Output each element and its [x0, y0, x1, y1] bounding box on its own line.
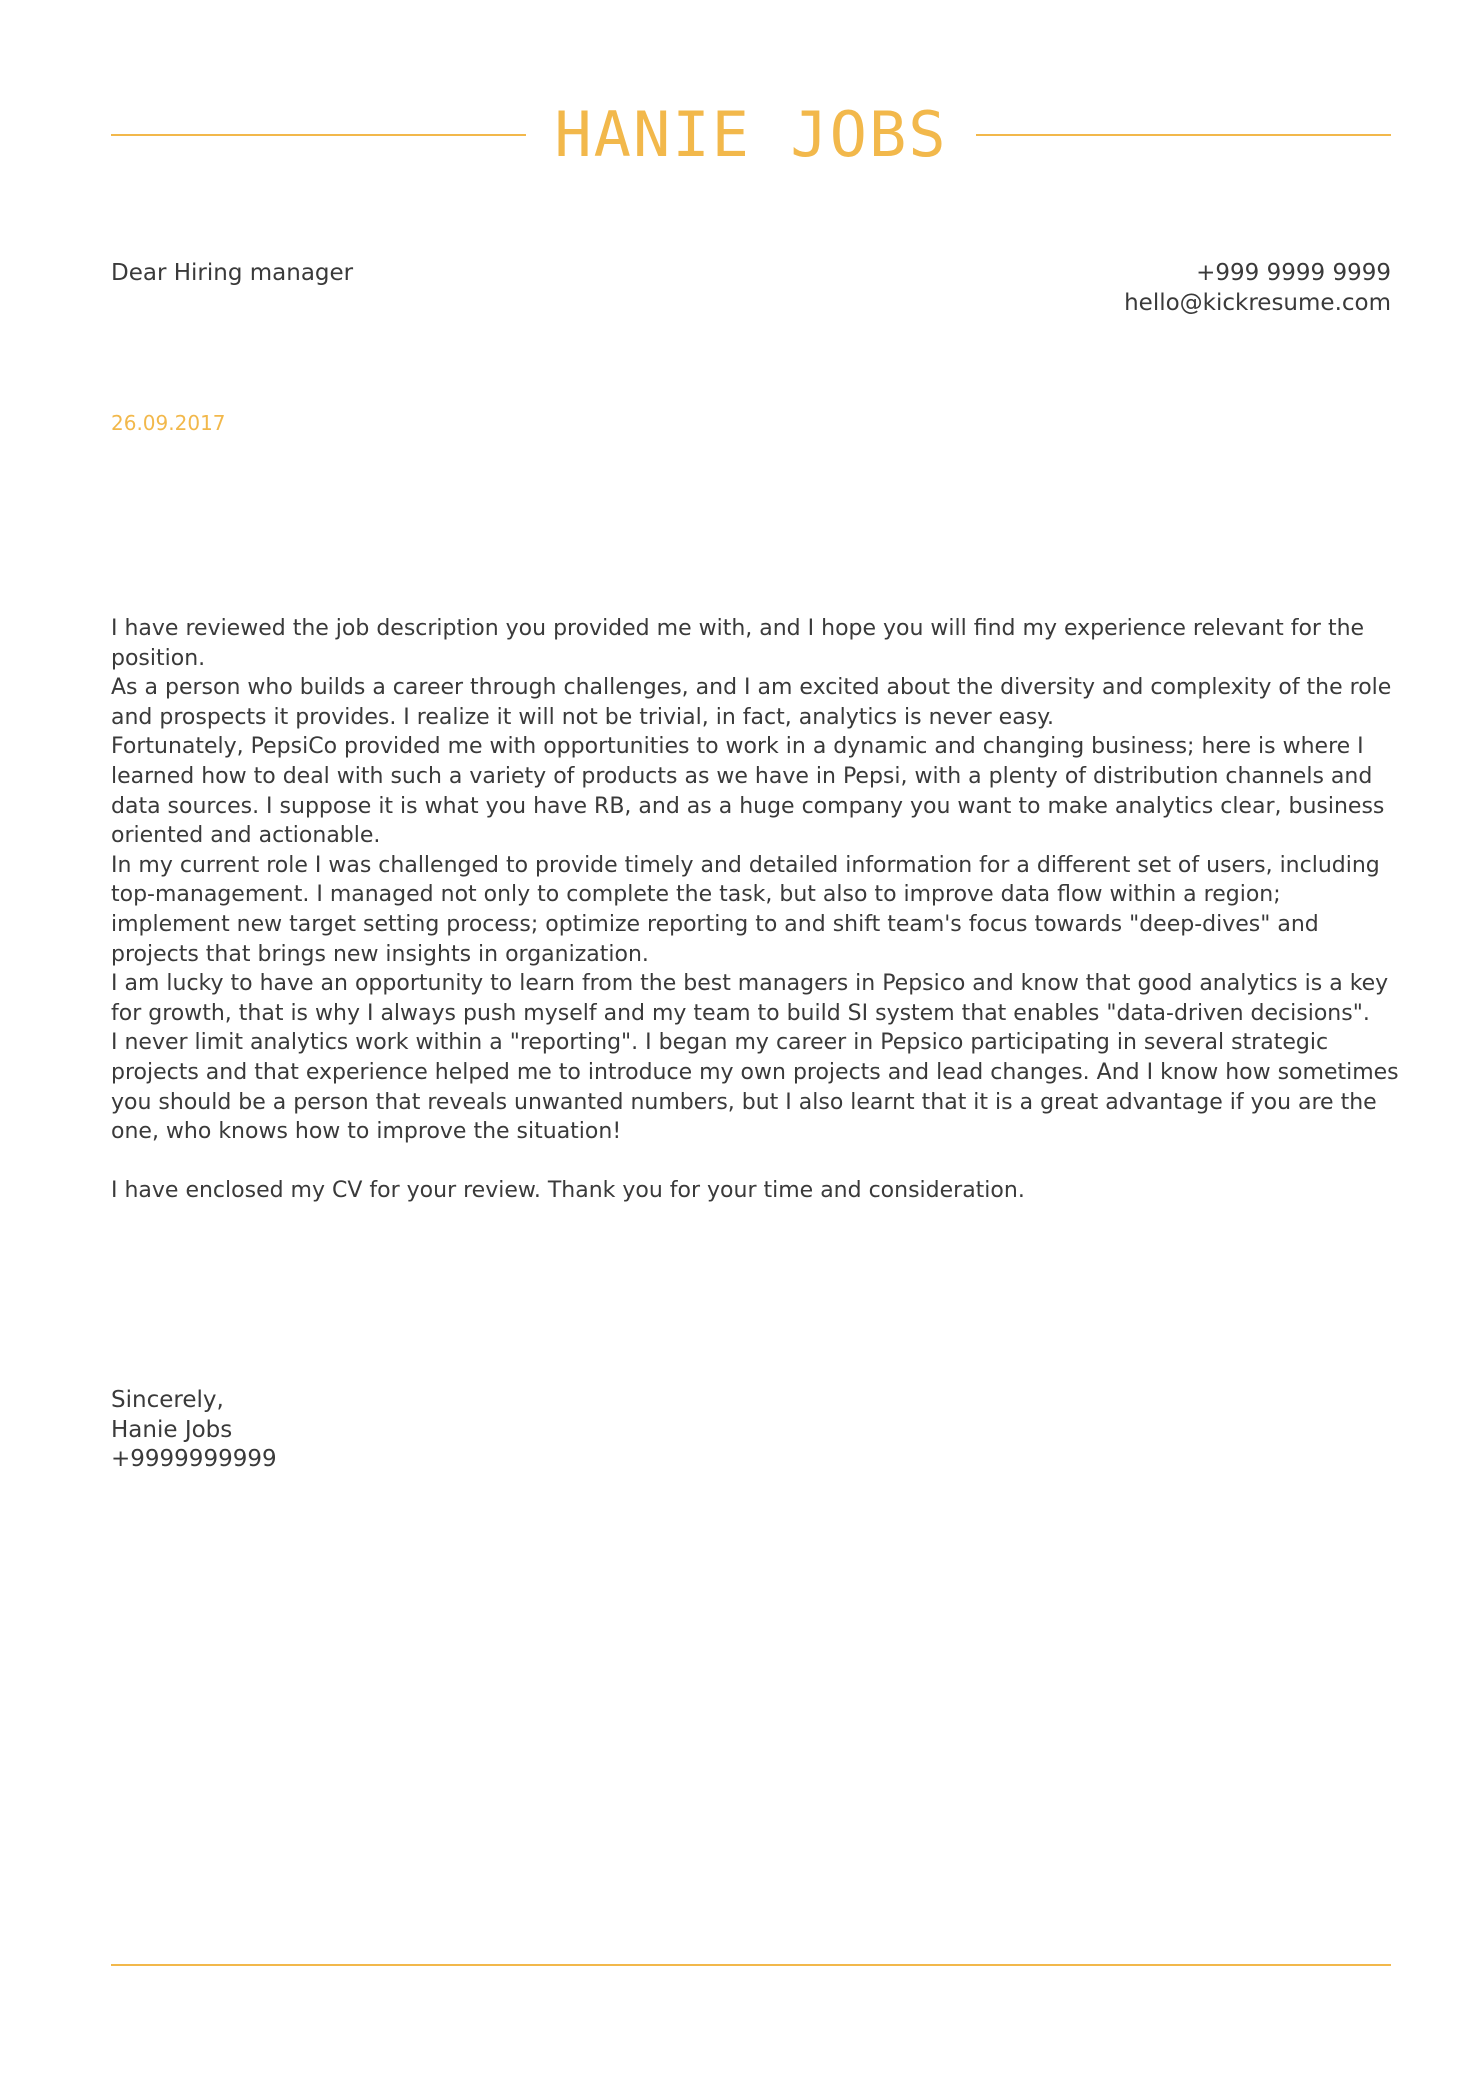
header-divider-right [976, 134, 1391, 136]
body-paragraph: I never limit analytics work within a "reporting". I began my career in Pepsico participating in several strategic projects and that experience helped me to introduce my own projects and lead changes. And I know how sometimes you should be a person that reveals unwanted numbers, but I also learnt that it is a great advantage if you are the one, who knows how to improve the situation! [111, 1030, 1399, 1145]
contact-phone: +999 9999 9999 [1196, 260, 1391, 286]
body-paragraph: In my current role I was challenged to provide timely and detailed information for a different set of users, including top-management. I managed not only to complete the task, but also to improve data flow within a region; implement new target setting process; optimize reporting to and shift team's focus towards "deep-dives" and projects that brings new insights in organization. [111, 852, 1380, 967]
header-divider-left [111, 134, 526, 136]
valediction: Sincerely, [111, 1387, 224, 1413]
body-paragraph: I have reviewed the job description you provided me with, and I hope you will find my experience relevant for the position. [111, 616, 1365, 671]
contact-info [1124, 258, 1391, 318]
contact-email: hello@kickresume.com [1124, 290, 1391, 316]
body-paragraph: I am lucky to have an opportunity to learn from the best managers in Pepsico and know that good analytics is a key for growth, that is why I always push myself and my team to build SI system that enables "data-driven decisions". [111, 971, 1389, 1026]
body-paragraph: Fortunately, PepsiCo provided me with opportunities to work in a dynamic and changing business; here is where I learned how to deal with such a variety of products as we have in Pepsi, with a plenty of distribution channels and data sources. I suppose it is what you have RB, and as a huge company you want to make analytics clear, business oriented and actionable. [111, 734, 1385, 849]
letter-date: 26.09.2017 [111, 411, 226, 435]
body-paragraph: As a person who builds a career through challenges, and I am excited about the diversity and complexity of the role and prospects it provides. I realize it will not be trivial, in fact, analytics is never easy. [111, 675, 1392, 730]
signature-name: Hanie Jobs [111, 1416, 233, 1443]
signature-phone: +9999999999 [111, 1446, 277, 1473]
signature-block [111, 1386, 277, 1475]
closing-paragraph: I have enclosed my CV for your review. Thank you for your time and consideration. [111, 1178, 1025, 1204]
salutation: Dear Hiring manager [111, 260, 354, 286]
letter-body [111, 614, 1401, 1206]
footer-divider [111, 1964, 1391, 1966]
header [111, 98, 1391, 172]
applicant-name-title: HANIE JOBS [554, 98, 948, 171]
